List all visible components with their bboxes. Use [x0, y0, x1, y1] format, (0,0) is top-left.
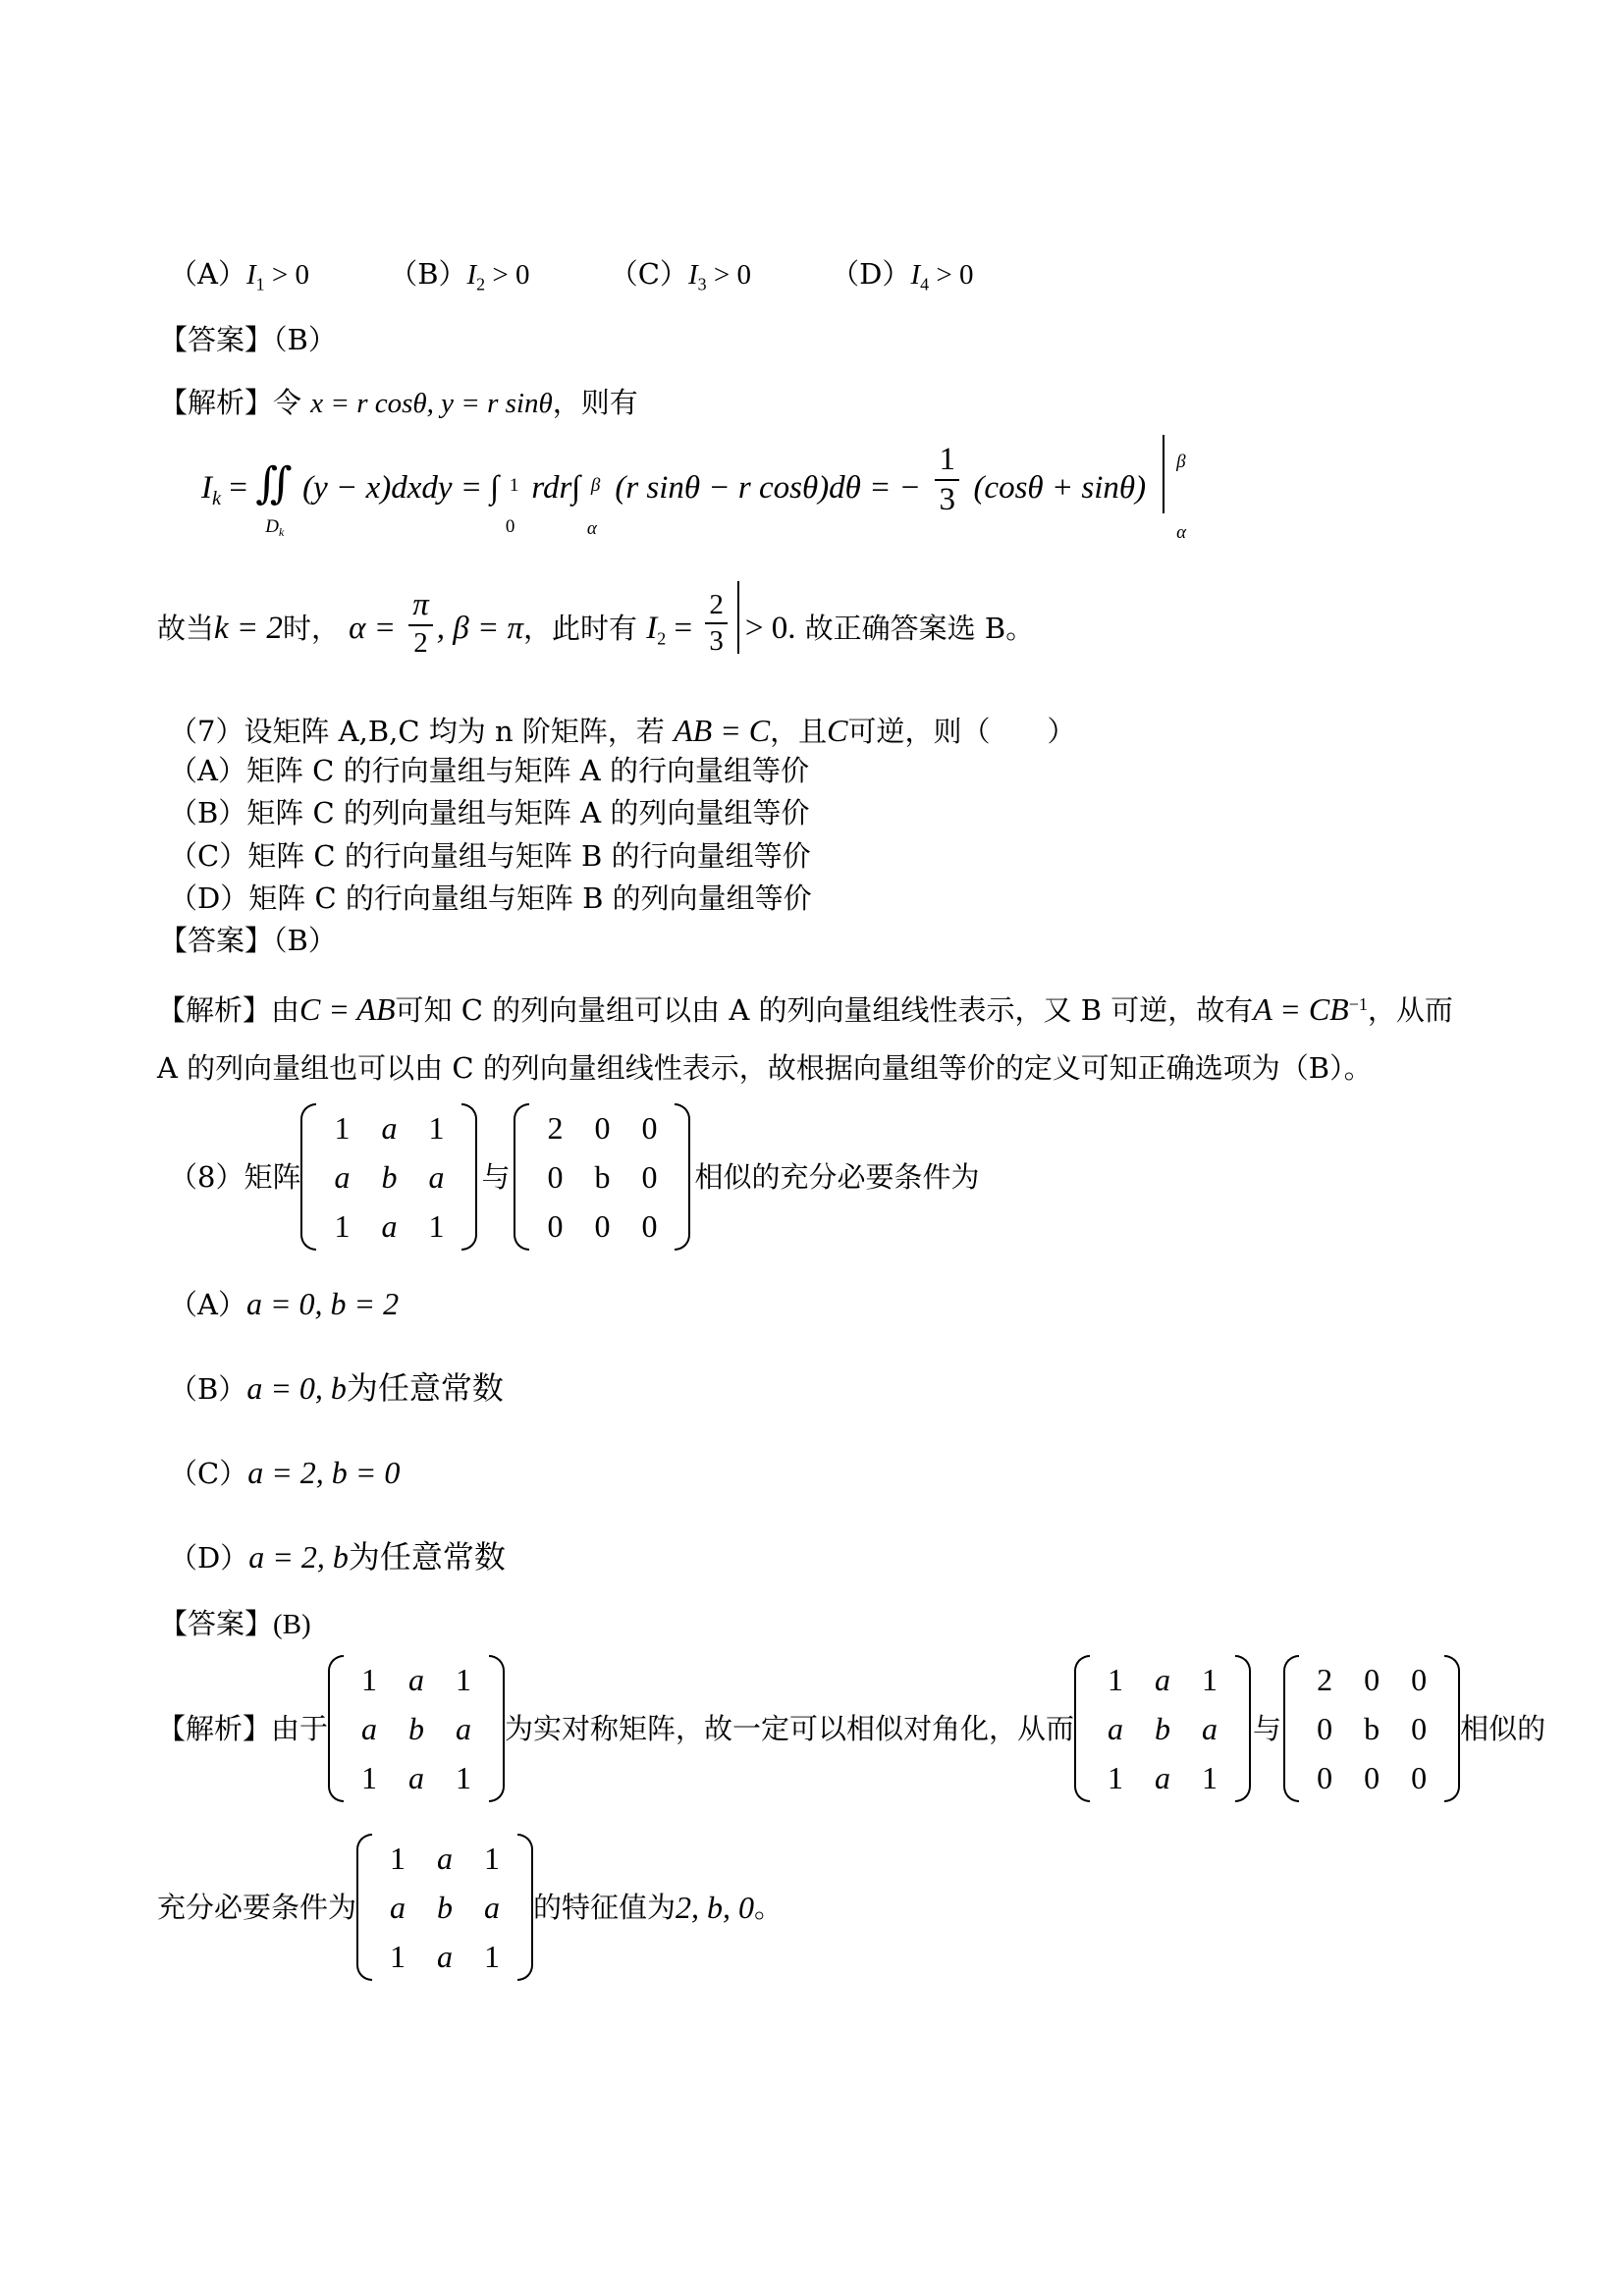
evaluation-bar [737, 581, 739, 654]
stem-text: 可逆，则（ ） [847, 715, 1076, 748]
matrix-cell: a [408, 1760, 425, 1795]
matrix-cell: a [1155, 1760, 1171, 1795]
stem-text: 相似的充分必要条件为 [694, 1159, 980, 1194]
matrix-grid [372, 1834, 517, 1981]
matrix-cell: 1 [1202, 1662, 1218, 1697]
matrix-cell: 1 [390, 1939, 406, 1974]
answer-value: （B） [273, 924, 337, 957]
q7-analysis-line2: A 的列向量组也可以由 C 的列向量组线性表示，故根据向量组等价的定义可知正确选项为（B）。 [157, 1051, 1373, 1085]
option-sub: 1 [255, 274, 265, 294]
matrix-cell: 1 [428, 1208, 445, 1244]
matrix-cell: 0 [1364, 1760, 1380, 1795]
matrix-cell: 2 [547, 1110, 564, 1146]
analysis-math: C = AB [299, 991, 396, 1027]
paren-right [1235, 1655, 1251, 1802]
analysis-sup: −1 [1348, 994, 1368, 1015]
answer-tag: 【答案】 [159, 1607, 274, 1640]
matrix-cell: b [381, 1159, 398, 1195]
matrix-cell: 0 [641, 1208, 658, 1244]
answer-value: (B) [273, 1609, 311, 1640]
double-integral-sign: ∬ [255, 459, 293, 507]
matrix-cell: 1 [484, 1841, 501, 1876]
matrix-grid [1090, 1655, 1235, 1802]
option-math: a = 0, b [246, 1370, 347, 1406]
q6-answer [159, 323, 337, 356]
q8-option-c [169, 1457, 400, 1488]
analysis-text: 由于 [271, 1711, 329, 1745]
matrix-cell: a [484, 1890, 501, 1925]
matrix-cell: b [437, 1890, 454, 1925]
matrix-cell: b [594, 1159, 611, 1195]
paren-left [1283, 1655, 1299, 1802]
frac-num: 2 [705, 591, 728, 624]
analysis-text: 的特征值为 [533, 1890, 677, 1924]
option-label: （C） [609, 257, 688, 291]
evaluation-bar [1163, 435, 1164, 513]
matrix-cell: 0 [1317, 1711, 1333, 1746]
matrix-cell: 0 [1411, 1760, 1428, 1795]
q7-stem [169, 715, 1076, 746]
matrix-cell: a [1155, 1662, 1171, 1697]
eq-domain [265, 517, 284, 539]
frac-den: 3 [939, 482, 955, 517]
eq-lhs: I [201, 470, 212, 506]
matrix-cell: 1 [361, 1662, 378, 1697]
paren-right [461, 1103, 477, 1251]
option-sub: 2 [476, 274, 486, 294]
q6-option-b [389, 257, 530, 294]
matrix-cell: 0 [547, 1208, 564, 1244]
conclusion-alpha: α = [349, 611, 397, 646]
q7-analysis-line1 [157, 993, 1453, 1025]
answer-tag: 【答案】 [159, 924, 274, 957]
matrix-cell: 0 [1317, 1760, 1333, 1795]
matrix-cell: a [437, 1939, 454, 1974]
matrix-cell: a [381, 1110, 398, 1146]
matrix-cell: 0 [594, 1208, 611, 1244]
stem-text: （7）设矩阵 A,B,C 均为 n 阶矩阵，若 [169, 715, 665, 748]
q8-analysis-line1 [157, 1655, 1545, 1802]
conclusion-text: ，此时有 [523, 612, 638, 645]
option-math: I [245, 259, 256, 291]
matrix-a [328, 1655, 505, 1802]
option-label: （B） [389, 257, 467, 291]
matrix-cell: 0 [1411, 1662, 1428, 1697]
matrix-cell: a [408, 1662, 425, 1697]
option-rest: > 0 [485, 259, 530, 291]
matrix-cell: 0 [1364, 1662, 1380, 1697]
matrix-cell: a [1108, 1711, 1124, 1746]
eq-lhs-sub: k [212, 488, 222, 510]
matrix-cell: b [1155, 1711, 1171, 1746]
analysis-text: 与 [1253, 1711, 1282, 1745]
matrix-cell: 0 [641, 1110, 658, 1146]
eq-inner: (r sinθ − r cosθ)dθ = − [615, 470, 921, 506]
matrix-cell: a [428, 1159, 445, 1195]
stem-text: 与 [481, 1159, 511, 1194]
stem-text: （8）矩阵 [169, 1159, 301, 1194]
frac-num: 1 [935, 444, 959, 481]
paren-left [514, 1103, 529, 1251]
matrix-cell: 1 [1108, 1662, 1124, 1697]
matrix-cell: a [437, 1841, 454, 1876]
paren-left [356, 1834, 372, 1981]
q8-analysis-line2 [157, 1834, 783, 1981]
stem-math: C [827, 713, 848, 748]
matrix-a [300, 1103, 477, 1251]
q7-option-a: （A）矩阵 C 的行向量组与矩阵 A 的行向量组等价 [169, 754, 809, 787]
int-bound-upper: 1 [509, 475, 519, 496]
analysis-text: ，从而 [1367, 993, 1453, 1027]
q6-analysis-intro [159, 386, 638, 419]
matrix-grid [316, 1103, 461, 1251]
q7-answer [159, 924, 337, 957]
q8-option-d [169, 1538, 506, 1575]
matrix-b [1283, 1655, 1460, 1802]
matrix-grid [344, 1655, 489, 1802]
eq-integrand: (y − x)dxdy = ∫ [302, 470, 500, 506]
paren-right [675, 1103, 690, 1251]
eq-equals: = [221, 470, 256, 506]
matrix-cell: 1 [334, 1208, 351, 1244]
answer-value: （B） [273, 323, 337, 356]
matrix-cell: 1 [390, 1841, 406, 1876]
matrix-a [356, 1834, 533, 1981]
stem-text: ，且 [770, 715, 828, 748]
substitution-formula: x = r cosθ, y = r sinθ [310, 388, 553, 419]
paren-left [328, 1655, 344, 1802]
option-label: （D） [169, 1541, 249, 1575]
conclusion-k: k = 2 [214, 611, 283, 646]
q7-option-d: （D）矩阵 C 的行向量组与矩阵 B 的列向量组等价 [169, 881, 812, 915]
paren-left [300, 1103, 316, 1251]
q8-option-b [169, 1369, 504, 1407]
analysis-text: 充分必要条件为 [157, 1890, 357, 1924]
paren-right [517, 1834, 533, 1981]
int-bound-lower: 0 [505, 516, 515, 537]
analysis-text: 。 [754, 1890, 784, 1924]
option-label: （C） [169, 1457, 248, 1490]
q6-option-d [831, 257, 974, 294]
matrix-cell: 0 [594, 1110, 611, 1146]
analysis-text: 相似的 [1460, 1711, 1546, 1745]
conclusion-beta: , β = π [436, 611, 524, 646]
analysis-text: 为实对称矩阵，故一定可以相似对角化，从而 [505, 1711, 1075, 1745]
option-label: （A） [169, 257, 246, 291]
matrix-cell: b [408, 1711, 425, 1746]
option-sub: 4 [920, 274, 930, 294]
option-sub: 3 [697, 274, 707, 294]
q6-option-c [609, 257, 751, 294]
analysis-text: ，则有 [552, 386, 638, 419]
matrix-cell: a [390, 1890, 406, 1925]
option-math: I [466, 259, 477, 291]
analysis-math: 2, b, 0 [676, 1890, 755, 1925]
option-math: a = 2, b = 0 [247, 1455, 401, 1490]
paren-right [1444, 1655, 1460, 1802]
option-label: （B） [169, 1372, 247, 1406]
matrix-cell: 1 [334, 1110, 351, 1146]
stem-math: AB = C [674, 713, 771, 748]
matrix-cell: a [334, 1159, 351, 1195]
matrix-cell: 1 [428, 1110, 445, 1146]
option-label: （D） [831, 257, 911, 291]
conclusion-text: 时， [282, 612, 340, 645]
conclusion-I-sub: 2 [657, 628, 667, 649]
eq-middle: rdr∫ [531, 470, 581, 506]
analysis-tag: 【解析】 [157, 993, 272, 1027]
q8-stem [169, 1103, 979, 1251]
q6-integral-equation [201, 442, 1196, 560]
matrix-cell: 1 [1202, 1760, 1218, 1795]
matrix-cell: 2 [1317, 1662, 1333, 1697]
int2-bound-upper: β [590, 475, 601, 496]
matrix-cell: b [1364, 1711, 1380, 1746]
matrix-cell: a [1202, 1711, 1218, 1746]
conclusion-text: 故正确答案选 B。 [795, 612, 1035, 645]
option-math: a = 2, b [248, 1539, 349, 1575]
matrix-cell: a [361, 1711, 378, 1746]
q6-options-row [169, 257, 974, 294]
frac-den: 2 [413, 627, 428, 659]
q8-answer [159, 1607, 311, 1640]
fraction-one-third [935, 444, 959, 516]
option-math: I [687, 259, 698, 291]
analysis-text: 由 [271, 993, 300, 1027]
matrix-grid [529, 1103, 675, 1251]
q6-option-a [169, 257, 309, 294]
eq-domain-sub: k [278, 526, 285, 540]
matrix-cell: 0 [547, 1159, 564, 1195]
matrix-cell: 1 [456, 1662, 472, 1697]
eq-tail: (cosθ + sinθ) [973, 470, 1147, 506]
matrix-a [1074, 1655, 1251, 1802]
fraction-two-thirds [705, 591, 728, 656]
paren-left [1074, 1655, 1090, 1802]
matrix-cell: 0 [641, 1159, 658, 1195]
matrix-cell: 1 [484, 1939, 501, 1974]
option-label: （A） [169, 1288, 246, 1321]
option-text: 为任意常数 [348, 1538, 506, 1575]
matrix-grid [1299, 1655, 1444, 1802]
answer-tag: 【答案】 [159, 323, 274, 356]
analysis-text: 令 [273, 386, 302, 419]
q6-conclusion [157, 587, 1035, 681]
frac-den: 3 [709, 625, 724, 657]
option-math: a = 0, b = 2 [245, 1286, 400, 1321]
matrix-cell: 1 [456, 1760, 472, 1795]
matrix-cell: 1 [361, 1760, 378, 1795]
int2-bound-lower: α [586, 518, 597, 539]
matrix-cell: 0 [1411, 1711, 1428, 1746]
conclusion-gt: > 0. [744, 611, 796, 646]
q7-option-b: （B）矩阵 C 的列向量组与矩阵 A 的列向量组等价 [169, 796, 810, 829]
analysis-tag: 【解析】 [157, 1711, 272, 1745]
analysis-math: A = CB [1253, 991, 1349, 1027]
eval-lower: α [1176, 522, 1187, 543]
paren-right [489, 1655, 505, 1802]
option-rest: > 0 [706, 259, 751, 291]
option-rest: > 0 [929, 259, 974, 291]
conclusion-eq: = [666, 611, 693, 646]
analysis-text: 可知 C 的列向量组可以由 A 的列向量组线性表示，又 B 可逆，故有 [395, 993, 1254, 1027]
matrix-cell: a [381, 1208, 398, 1244]
frac-num: π [408, 589, 433, 626]
fraction-pi-half [408, 589, 433, 658]
matrix-cell: a [456, 1711, 472, 1746]
analysis-tag: 【解析】 [159, 386, 274, 419]
matrix-b [514, 1103, 690, 1251]
q7-option-c: （C）矩阵 C 的行向量组与矩阵 B 的行向量组等价 [169, 839, 811, 873]
eval-upper: β [1176, 452, 1186, 472]
matrix-cell: 1 [1108, 1760, 1124, 1795]
option-text: 为任意常数 [346, 1369, 504, 1407]
eq-domain-letter: D [265, 516, 279, 537]
option-rest: > 0 [264, 259, 309, 291]
option-math: I [910, 259, 921, 291]
conclusion-I: I [646, 611, 658, 646]
conclusion-text: 故当 [157, 612, 215, 645]
q8-option-a [169, 1288, 399, 1319]
